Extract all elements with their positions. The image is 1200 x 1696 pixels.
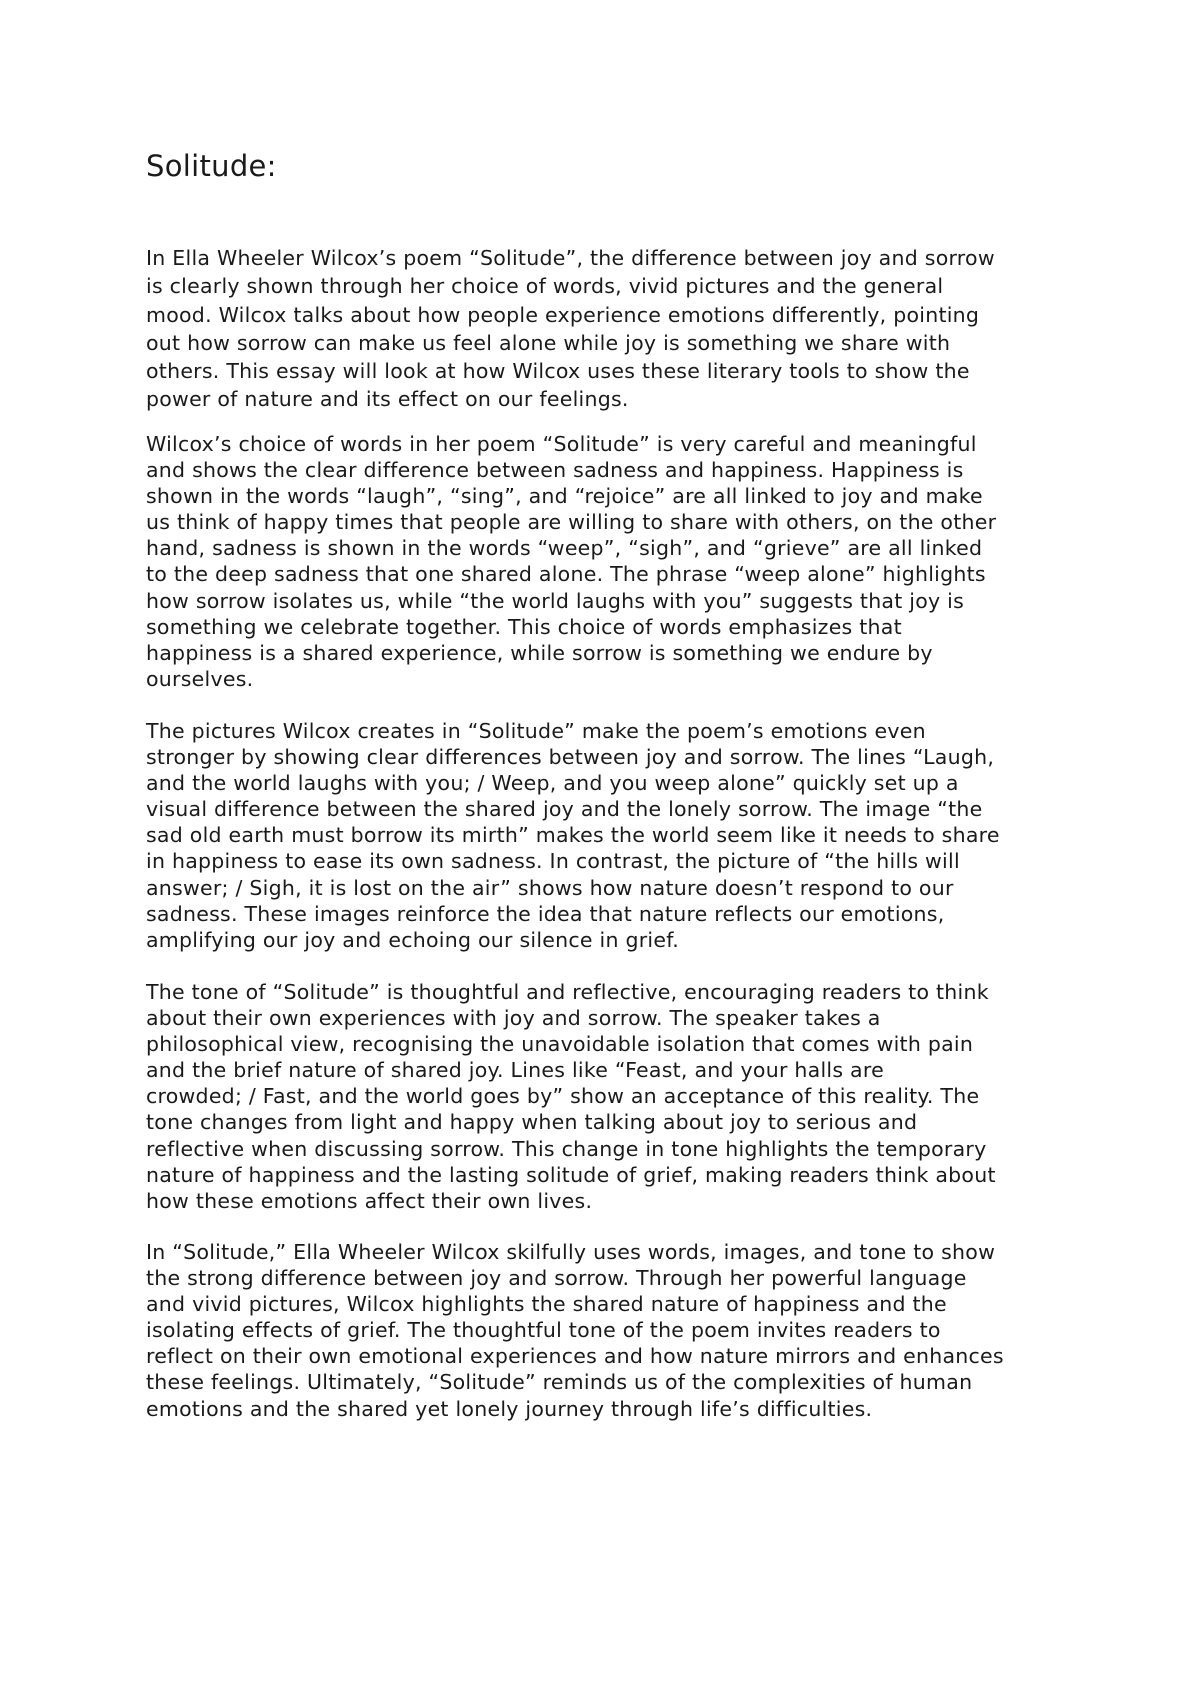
- paragraph-introduction: In Ella Wheeler Wilcox’s poem “Solitude”, the difference between joy and sorrow is clearly shown through her choice of words, vivid pictures and the general mood. Wilcox talks about how people experience emotions differently, pointing out how sorrow can make us feel alone while joy is something we share with others. This essay will look at how Wilcox uses these literary tools to show the power of nature and its effect on our feelings.: [146, 246, 995, 412]
- paragraph-word-choice: Wilcox’s choice of words in her poem “Solitude” is very careful and meaningful and shows the clear difference between sadness and happiness. Happiness is shown in the words “laugh”, “sing”, and “rejoice” are all linked to joy and make us think of happy times that people are willing to share with others, on the other hand, sadness is shown in the words “weep”, “sigh”, and “grieve” are all linked to the deep sadness that one shared alone. The phrase “weep alone” highlights how sorrow isolates us, while “the world laughs with you” suggests that joy is something we celebrate together. This choice of words emphasizes that happiness is a shared experience, while sorrow is something we endure by ourselves.: [146, 432, 997, 691]
- paragraph-imagery: The pictures Wilcox creates in “Solitude” make the poem’s emotions even stronger by showing clear differences between joy and sorrow. The lines “Laugh, and the world laughs with you; / Weep, and you weep alone” quickly set up a visual difference between the shared joy and the lonely sorrow. The image “the sad old earth must borrow its mirth” makes the world seem like it needs to share in happiness to ease its own sadness. In contrast, the picture of “the hills will answer; / Sigh, it is lost on the air” shows how nature doesn’t respond to our sadness. These images reinforce the idea that nature reflects our emotions, amplifying our joy and echoing our silence in grief.: [146, 719, 1000, 952]
- document-title: Solitude:: [146, 149, 277, 183]
- paragraph-tone: The tone of “Solitude” is thoughtful and reflective, encouraging readers to think about their own experiences with joy and sorrow. The speaker takes a philosophical view, recognising the unavoidable isolation that comes with pain and the brief nature of shared joy. Lines like “Feast, and your halls are crowded; / Fast, and the world goes by” show an acceptance of this reality. The tone changes from light and happy when talking about joy to serious and reflective when discussing sorrow. This change in tone highlights the temporary nature of happiness and the lasting solitude of grief, making readers think about how these emotions affect their own lives.: [146, 980, 996, 1213]
- paragraph-conclusion: In “Solitude,” Ella Wheeler Wilcox skilfully uses words, images, and tone to show the strong difference between joy and sorrow. Through her powerful language and vivid pictures, Wilcox highlights the shared nature of happiness and the isolating effects of grief. The thoughtful tone of the poem invites readers to reflect on their own emotional experiences and how nature mirrors and enhances these feelings. Ultimately, “Solitude” reminds us of the complexities of human emotions and the shared yet lonely journey through life’s difficulties.: [146, 1240, 1004, 1421]
